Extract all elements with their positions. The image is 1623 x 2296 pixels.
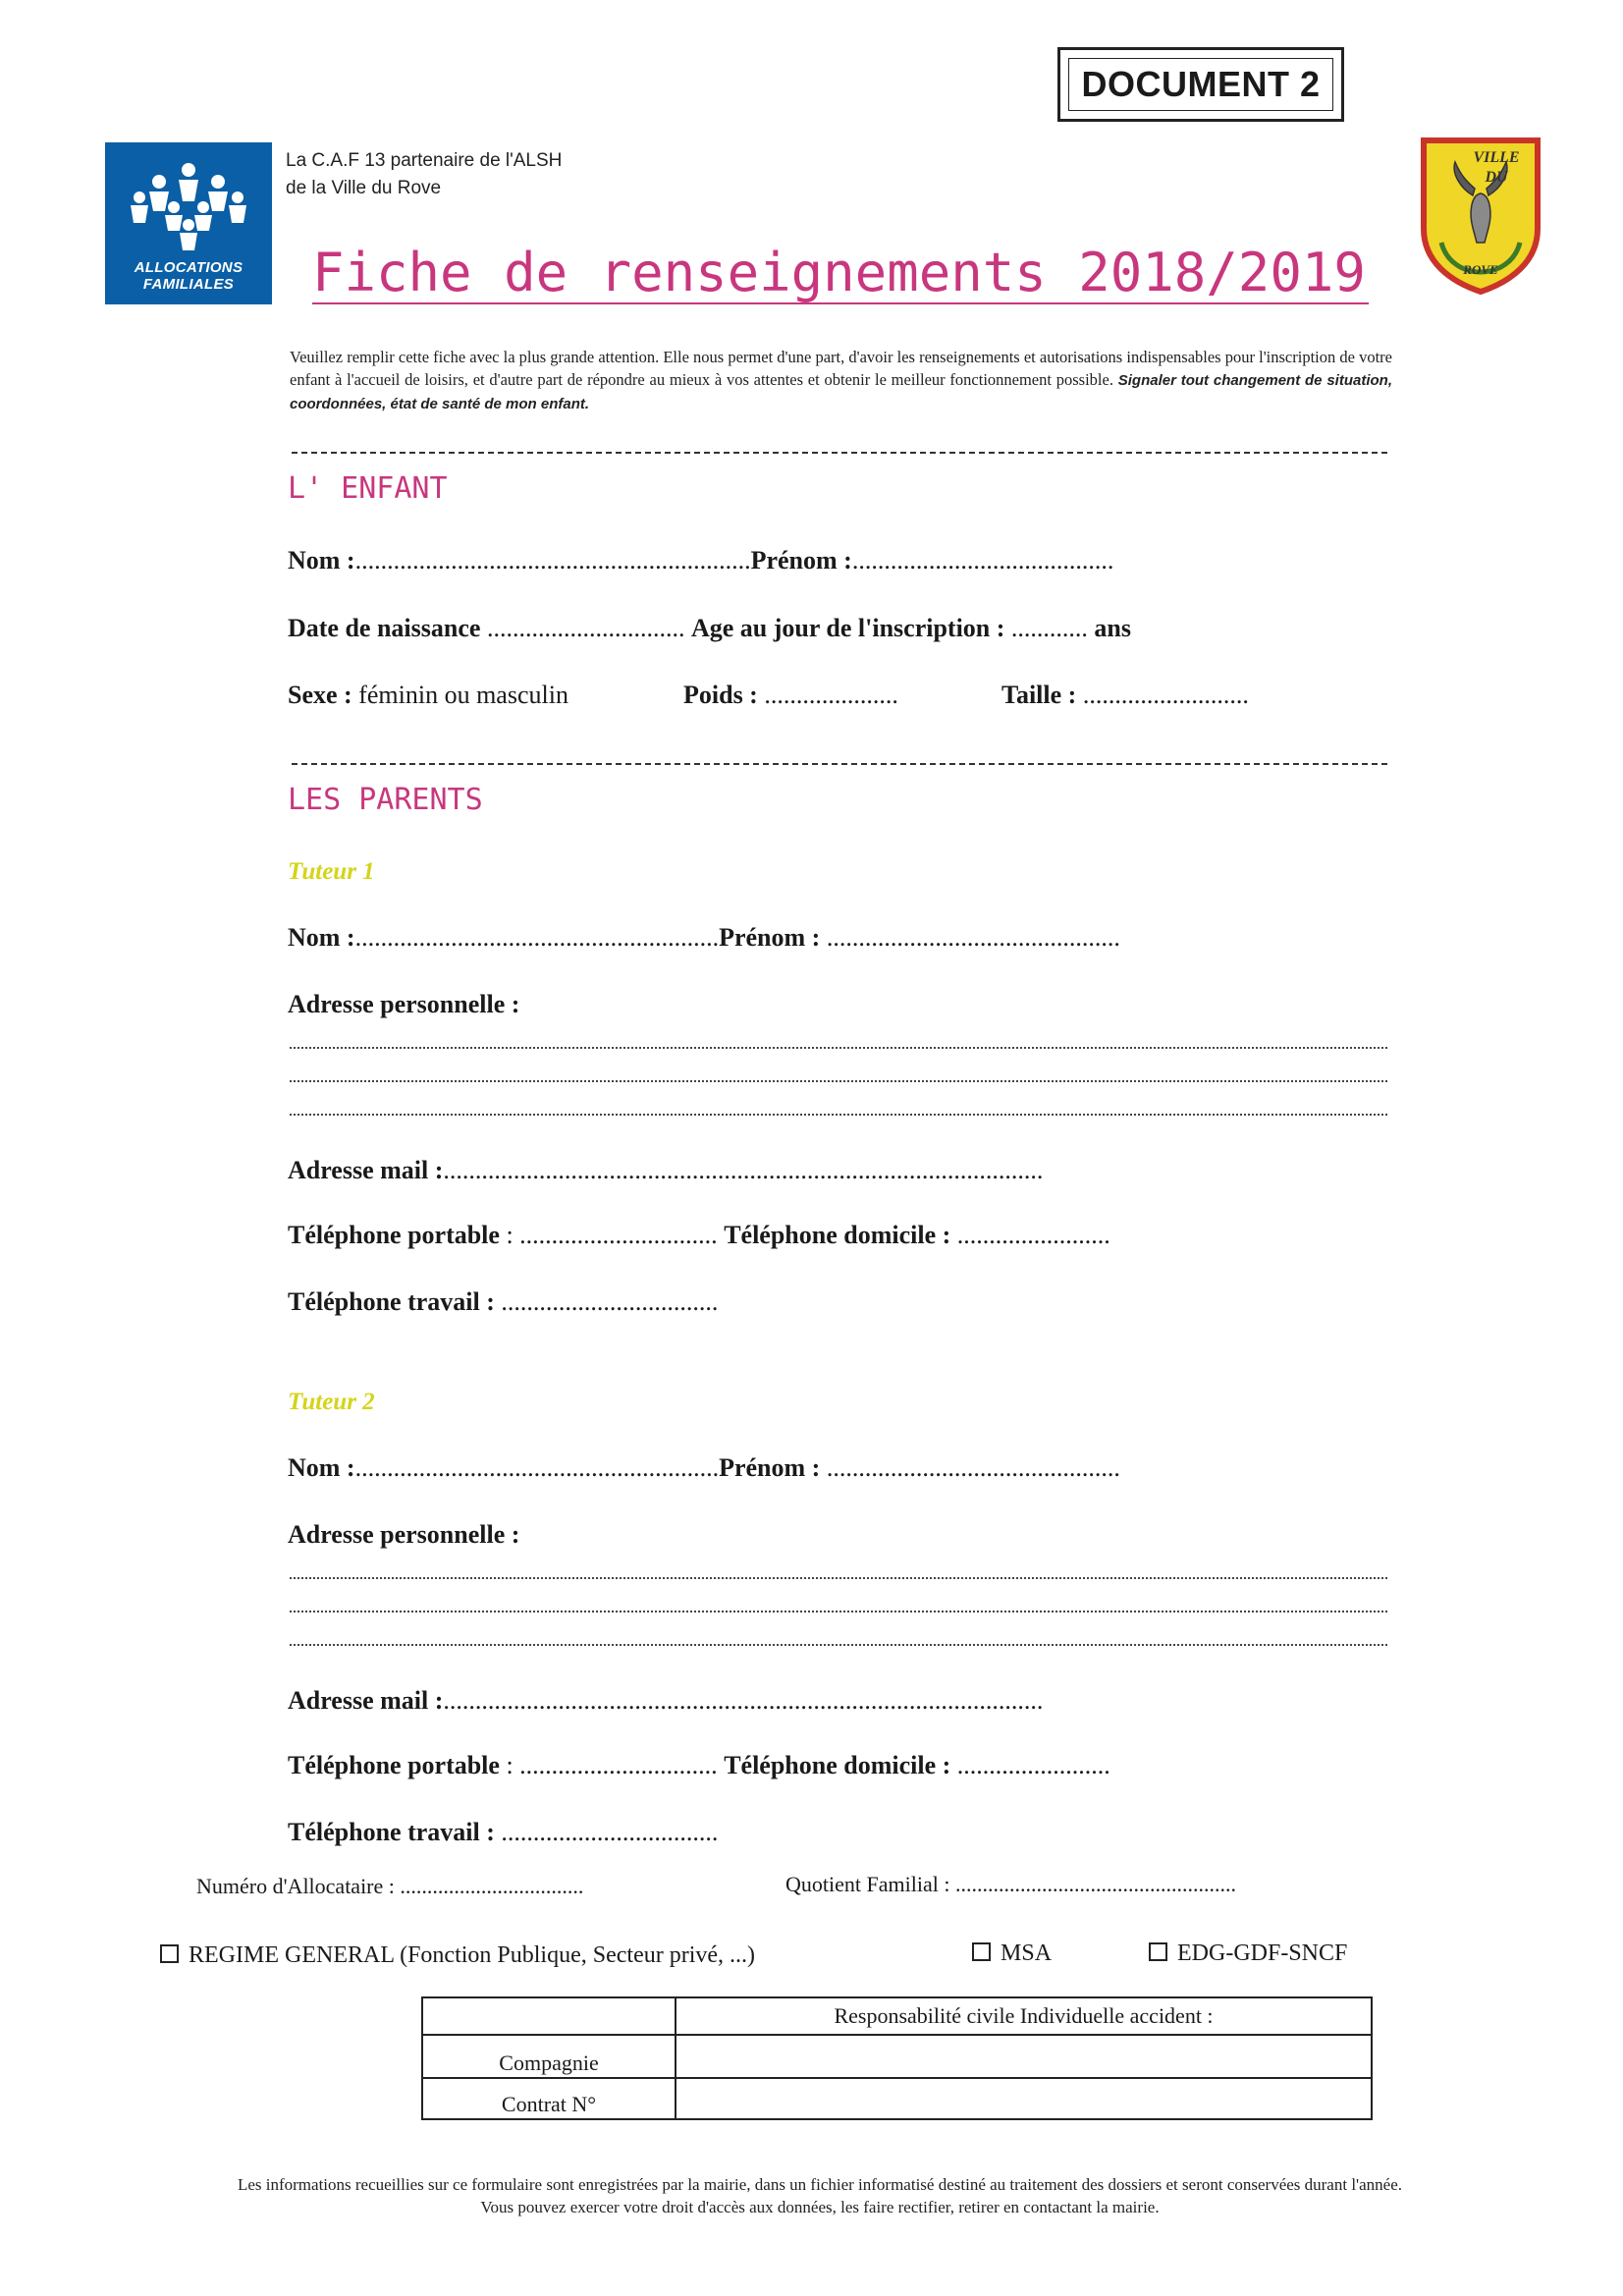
tuteur-2-prenom-label: Prénom : xyxy=(719,1453,821,1482)
intro-note: Signaler tout changement de situation, coordonnées, état de santé de mon enfant. xyxy=(290,372,1393,412)
tuteur-2-tel-travail-row[interactable]: Téléphone travail : .................................. xyxy=(288,1818,719,1846)
title-underline xyxy=(312,302,1369,304)
enfant-poids-row[interactable]: Poids : ..................... xyxy=(683,681,898,709)
enfant-taille-label: Taille : xyxy=(1001,681,1077,709)
tuteur-2-adresse-line-1[interactable] xyxy=(290,1577,1387,1579)
tuteur-1-adresse-line-1[interactable] xyxy=(290,1047,1387,1049)
tuteur-1-adresse-label: Adresse personnelle : xyxy=(288,990,520,1018)
tuteur-1-mail-label: Adresse mail : xyxy=(288,1156,444,1184)
enfant-naissance-row[interactable]: Date de naissance ............................... Age au jour de l'inscription : ............ ans xyxy=(288,614,1131,642)
enfant-taille-row[interactable]: Taille : .......................... xyxy=(1001,681,1249,709)
tuteur-1-mail-row[interactable]: Adresse mail :.............................................................................................. xyxy=(288,1156,1044,1184)
msa-checkbox[interactable] xyxy=(972,1942,991,1961)
section-enfant-heading: L' ENFANT xyxy=(288,471,448,506)
document-label: DOCUMENT 2 xyxy=(1081,64,1321,104)
tuteur-2-nom-row[interactable]: Nom :.........................................................Prénom : .............................................. xyxy=(288,1453,1120,1482)
enfant-sexe-label: Sexe : xyxy=(288,681,352,709)
tuteur-2-tel-domicile-label: Téléphone domicile : xyxy=(724,1751,951,1779)
tuteur-1-adresse-line-3[interactable] xyxy=(290,1114,1387,1116)
coat-text-rove: ROVE xyxy=(1463,262,1498,277)
tuteur-2-tel-row[interactable]: Téléphone portable : ............................... Téléphone domicile : ........................ xyxy=(288,1751,1110,1779)
tuteur-1-tel-travail-label: Téléphone travail : xyxy=(288,1287,495,1316)
tuteur-1-adresse-line-2[interactable] xyxy=(290,1080,1387,1082)
tuteur-2-heading: Tuteur 2 xyxy=(288,1389,375,1415)
regime-general-label: REGIME GENERAL (Fonction Publique, Secteur privé, ...) xyxy=(189,1942,756,1968)
enfant-sexe-options: féminin ou masculin xyxy=(358,681,568,709)
separator-2 xyxy=(292,763,1387,765)
footer-line-1: Les informations recueillies sur ce formulaire sont enregistrées par la mairie, dans un fichier informatisé destiné au traitement des dossiers et seront conservées durant l'année. xyxy=(237,2175,1403,2194)
tuteur-1-heading: Tuteur 1 xyxy=(288,858,375,885)
caf-partner-line-1: La C.A.F 13 partenaire de l'ALSH xyxy=(286,150,563,171)
table-corner-cell xyxy=(422,1997,676,2035)
enfant-nom-label: Nom : xyxy=(288,546,355,574)
enfant-age-label: Age au jour de l'inscription : xyxy=(690,614,1005,642)
regime-general-option[interactable] xyxy=(160,1942,755,1969)
tuteur-1-tel-travail-row[interactable]: Téléphone travail : .................................. xyxy=(288,1287,719,1316)
caf-partner-text xyxy=(286,147,562,202)
edf-gdf-sncf-checkbox[interactable] xyxy=(1149,1942,1167,1961)
contrat-input-cell[interactable] xyxy=(676,2078,1372,2119)
tuteur-2-tel-portable-label: Téléphone portable xyxy=(288,1751,500,1779)
enfant-poids-label: Poids : xyxy=(683,681,758,709)
enfant-age-unit: ans xyxy=(1094,614,1131,642)
edf-gdf-sncf-label: EDG-GDF-SNCF xyxy=(1177,1941,1348,1966)
enfant-naissance-label: Date de naissance xyxy=(288,614,481,642)
caf-logo-text-2: FAMILIALES xyxy=(142,276,235,293)
tuteur-2-adresse-line-3[interactable] xyxy=(290,1644,1387,1646)
allocataire-label: Numéro d'Allocataire : xyxy=(196,1874,395,1898)
enfant-prenom-label: Prénom : xyxy=(750,546,852,574)
page-title: Fiche de renseignements 2018/2019 xyxy=(312,242,1366,303)
tuteur-2-mail-row[interactable]: Adresse mail :.............................................................................................. xyxy=(288,1686,1044,1715)
intro-text: Veuillez remplir cette fiche avec la plus grande attention. Elle nous permet d'une part, d'avoir les renseignements et autorisations indispensables pour l'inscription de votre enfant à l'accueil de loisirs, et d'autre part de répondre au mieux à vos attentes et obtenir le meilleur fonctionnement possible. xyxy=(290,348,1392,389)
tuteur-1-tel-row[interactable]: Téléphone portable : ............................... Téléphone domicile : ........................ xyxy=(288,1221,1110,1249)
caf-logo-text-1: ALLOCATIONS xyxy=(134,259,243,276)
msa-label: MSA xyxy=(1001,1941,1053,1966)
ville-du-rove-coat-of-arms xyxy=(1412,135,1549,297)
intro-paragraph xyxy=(290,346,1392,415)
tuteur-2-adresse-label: Adresse personnelle : xyxy=(288,1520,520,1549)
tuteur-1-tel-portable-label: Téléphone portable xyxy=(288,1221,500,1249)
tuteur-2-tel-travail-label: Téléphone travail : xyxy=(288,1818,495,1846)
table-row-label: Compagnie xyxy=(422,2035,676,2078)
regime-general-checkbox[interactable] xyxy=(160,1944,179,1963)
caf-family-icon xyxy=(125,160,252,253)
tuteur-2-nom-label: Nom : xyxy=(288,1453,355,1482)
enfant-sexe-row[interactable] xyxy=(288,681,568,710)
tuteur-2-adresse-line-2[interactable] xyxy=(290,1611,1387,1613)
tuteur-1-nom-label: Nom : xyxy=(288,923,355,952)
table-header-cell: Responsabilité civile Individuelle accident : xyxy=(676,1997,1372,2035)
edf-gdf-sncf-option[interactable] xyxy=(1149,1941,1347,1967)
quotient-row[interactable]: Quotient Familial : .................................................... xyxy=(785,1872,1236,1896)
responsabilite-table xyxy=(421,1996,1373,2120)
caf-partner-line-2: de la Ville du Rove xyxy=(286,178,442,198)
compagnie-input-cell[interactable] xyxy=(676,2035,1372,2078)
coat-text-ville: VILLE xyxy=(1473,149,1520,166)
caf-logo xyxy=(105,142,272,304)
document-label-box xyxy=(1057,47,1344,122)
enfant-nom-row[interactable]: Nom :..............................................................Prénom :......................................... xyxy=(288,546,1114,574)
table-row-label: Contrat N° xyxy=(422,2078,676,2119)
section-parents-heading: LES PARENTS xyxy=(288,783,483,817)
footer-line-2: Vous pouvez exercer votre droit d'accès aux données, les faire rectifier, retirer en contactant la mairie. xyxy=(480,2198,1160,2216)
tuteur-1-prenom-label: Prénom : xyxy=(719,923,821,952)
quotient-label: Quotient Familial : xyxy=(785,1872,950,1896)
msa-option[interactable] xyxy=(972,1941,1052,1967)
coat-text-du: DU xyxy=(1485,169,1508,186)
separator-1 xyxy=(292,452,1387,454)
allocataire-row[interactable]: Numéro d'Allocataire : .................................. xyxy=(196,1874,584,1898)
tuteur-1-tel-domicile-label: Téléphone domicile : xyxy=(724,1221,951,1249)
tuteur-1-nom-row[interactable]: Nom :.........................................................Prénom : .............................................. xyxy=(288,923,1120,952)
footer-legal-text xyxy=(98,2173,1542,2218)
tuteur-2-mail-label: Adresse mail : xyxy=(288,1686,444,1715)
